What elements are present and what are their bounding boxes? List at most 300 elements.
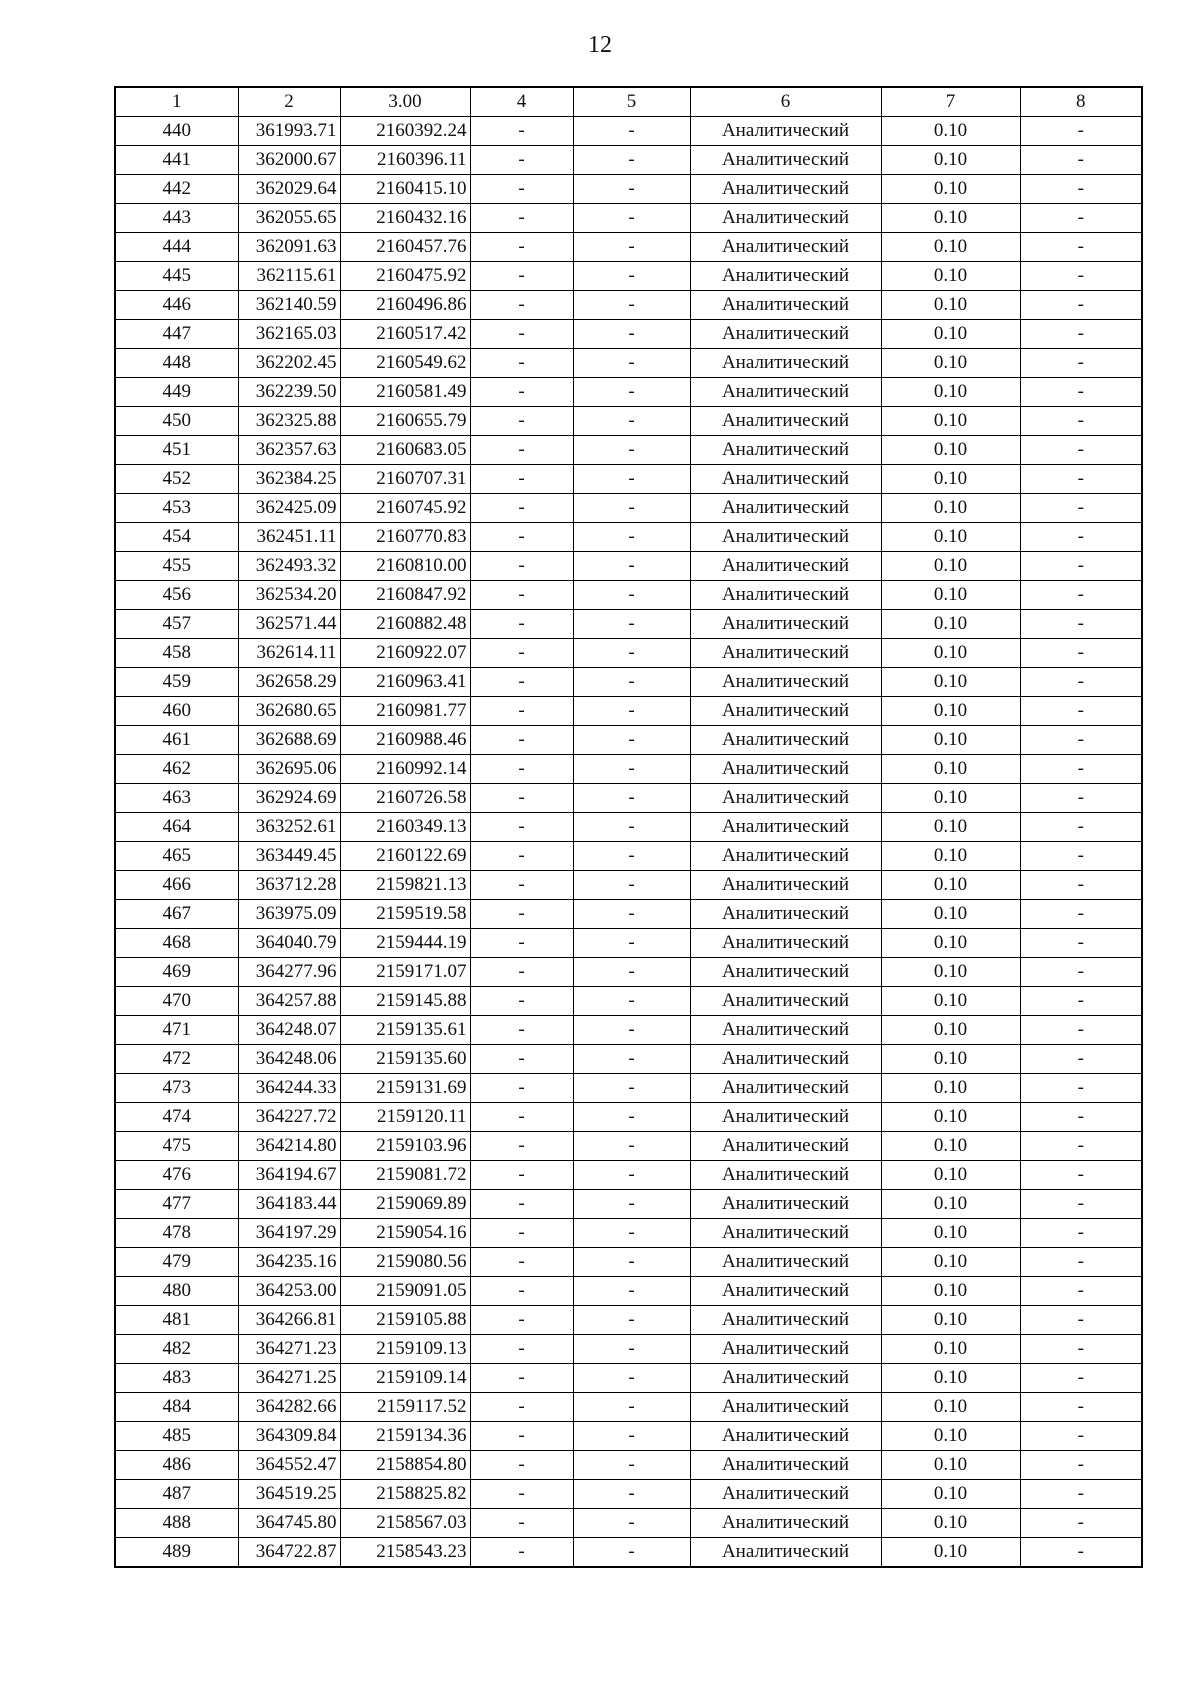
table-row (115, 1190, 1142, 1219)
cell-method: Аналитический (690, 1103, 881, 1132)
cell-col-4: - (470, 1277, 573, 1306)
cell-col-5: - (573, 1364, 690, 1393)
cell-x-coordinate: 361993.71 (238, 117, 340, 146)
cell-method: Аналитический (690, 1364, 881, 1393)
cell-col-4: - (470, 175, 573, 204)
cell-col-8: - (1020, 407, 1142, 436)
cell-y-coordinate: 2160457.76 (340, 233, 470, 262)
cell-col-8: - (1020, 1422, 1142, 1451)
cell-col-8: - (1020, 262, 1142, 291)
cell-col-5: - (573, 1306, 690, 1335)
cell-accuracy: 0.10 (881, 610, 1020, 639)
cell-col-4: - (470, 349, 573, 378)
cell-method: Аналитический (690, 900, 881, 929)
cell-col-5: - (573, 697, 690, 726)
cell-point-number: 442 (115, 175, 238, 204)
table-row (115, 1306, 1142, 1335)
cell-col-8: - (1020, 1132, 1142, 1161)
cell-y-coordinate: 2159135.61 (340, 1016, 470, 1045)
cell-point-number: 444 (115, 233, 238, 262)
cell-accuracy: 0.10 (881, 494, 1020, 523)
cell-y-coordinate: 2160963.41 (340, 668, 470, 697)
column-header-7: 7 (881, 87, 1020, 117)
cell-col-8: - (1020, 987, 1142, 1016)
cell-method: Аналитический (690, 755, 881, 784)
table-row (115, 1422, 1142, 1451)
cell-method: Аналитический (690, 378, 881, 407)
cell-point-number: 485 (115, 1422, 238, 1451)
cell-x-coordinate: 364282.66 (238, 1393, 340, 1422)
cell-col-4: - (470, 610, 573, 639)
cell-x-coordinate: 362695.06 (238, 755, 340, 784)
cell-method: Аналитический (690, 581, 881, 610)
cell-x-coordinate: 364248.07 (238, 1016, 340, 1045)
cell-method: Аналитический (690, 1132, 881, 1161)
cell-method: Аналитический (690, 494, 881, 523)
cell-method: Аналитический (690, 871, 881, 900)
cell-x-coordinate: 364309.84 (238, 1422, 340, 1451)
table-row (115, 175, 1142, 204)
cell-accuracy: 0.10 (881, 436, 1020, 465)
cell-col-5: - (573, 842, 690, 871)
cell-col-5: - (573, 407, 690, 436)
cell-y-coordinate: 2158854.80 (340, 1451, 470, 1480)
cell-col-4: - (470, 668, 573, 697)
cell-method: Аналитический (690, 233, 881, 262)
cell-col-8: - (1020, 610, 1142, 639)
cell-x-coordinate: 364248.06 (238, 1045, 340, 1074)
cell-y-coordinate: 2159080.56 (340, 1248, 470, 1277)
cell-accuracy: 0.10 (881, 1016, 1020, 1045)
cell-method: Аналитический (690, 1422, 881, 1451)
cell-col-5: - (573, 552, 690, 581)
cell-point-number: 441 (115, 146, 238, 175)
cell-point-number: 452 (115, 465, 238, 494)
cell-y-coordinate: 2160726.58 (340, 784, 470, 813)
cell-col-8: - (1020, 1074, 1142, 1103)
cell-col-5: - (573, 1451, 690, 1480)
cell-x-coordinate: 362451.11 (238, 523, 340, 552)
cell-col-8: - (1020, 523, 1142, 552)
cell-method: Аналитический (690, 1074, 881, 1103)
cell-x-coordinate: 362140.59 (238, 291, 340, 320)
cell-point-number: 462 (115, 755, 238, 784)
cell-col-4: - (470, 523, 573, 552)
table-row (115, 726, 1142, 755)
cell-col-8: - (1020, 1335, 1142, 1364)
cell-col-4: - (470, 1074, 573, 1103)
cell-accuracy: 0.10 (881, 233, 1020, 262)
cell-col-4: - (470, 726, 573, 755)
cell-col-5: - (573, 987, 690, 1016)
cell-y-coordinate: 2160683.05 (340, 436, 470, 465)
cell-method: Аналитический (690, 987, 881, 1016)
cell-accuracy: 0.10 (881, 349, 1020, 378)
table-row (115, 1451, 1142, 1480)
cell-col-4: - (470, 871, 573, 900)
cell-accuracy: 0.10 (881, 1538, 1020, 1568)
cell-point-number: 466 (115, 871, 238, 900)
cell-col-5: - (573, 581, 690, 610)
cell-col-4: - (470, 755, 573, 784)
cell-col-8: - (1020, 697, 1142, 726)
table-row (115, 900, 1142, 929)
table-row (115, 1277, 1142, 1306)
cell-accuracy: 0.10 (881, 755, 1020, 784)
cell-accuracy: 0.10 (881, 1480, 1020, 1509)
table-row (115, 958, 1142, 987)
cell-col-4: - (470, 1306, 573, 1335)
cell-col-8: - (1020, 755, 1142, 784)
cell-col-5: - (573, 204, 690, 233)
cell-y-coordinate: 2160392.24 (340, 117, 470, 146)
cell-col-4: - (470, 320, 573, 349)
cell-point-number: 459 (115, 668, 238, 697)
cell-x-coordinate: 362384.25 (238, 465, 340, 494)
table-row (115, 784, 1142, 813)
cell-point-number: 467 (115, 900, 238, 929)
column-header-4: 4 (470, 87, 573, 117)
cell-col-8: - (1020, 1364, 1142, 1393)
cell-method: Аналитический (690, 349, 881, 378)
cell-col-8: - (1020, 117, 1142, 146)
cell-method: Аналитический (690, 726, 881, 755)
cell-col-5: - (573, 958, 690, 987)
cell-col-5: - (573, 117, 690, 146)
cell-x-coordinate: 362357.63 (238, 436, 340, 465)
cell-col-5: - (573, 1190, 690, 1219)
cell-point-number: 448 (115, 349, 238, 378)
cell-x-coordinate: 362000.67 (238, 146, 340, 175)
column-header-2: 2 (238, 87, 340, 117)
cell-method: Аналитический (690, 1190, 881, 1219)
cell-x-coordinate: 364277.96 (238, 958, 340, 987)
table-body (115, 117, 1142, 1568)
column-header-6: 6 (690, 87, 881, 117)
cell-accuracy: 0.10 (881, 1132, 1020, 1161)
cell-col-8: - (1020, 639, 1142, 668)
cell-point-number: 469 (115, 958, 238, 987)
cell-method: Аналитический (690, 1016, 881, 1045)
cell-point-number: 473 (115, 1074, 238, 1103)
cell-point-number: 487 (115, 1480, 238, 1509)
cell-accuracy: 0.10 (881, 1045, 1020, 1074)
cell-x-coordinate: 364722.87 (238, 1538, 340, 1568)
table-row (115, 1509, 1142, 1538)
cell-col-4: - (470, 1422, 573, 1451)
cell-method: Аналитический (690, 668, 881, 697)
cell-col-4: - (470, 1480, 573, 1509)
cell-col-4: - (470, 842, 573, 871)
cell-accuracy: 0.10 (881, 1364, 1020, 1393)
column-header-1: 1 (115, 87, 238, 117)
cell-x-coordinate: 364244.33 (238, 1074, 340, 1103)
cell-accuracy: 0.10 (881, 1393, 1020, 1422)
cell-col-5: - (573, 726, 690, 755)
cell-col-8: - (1020, 958, 1142, 987)
cell-col-8: - (1020, 1161, 1142, 1190)
cell-y-coordinate: 2159117.52 (340, 1393, 470, 1422)
page-number: 12 (588, 32, 612, 58)
cell-x-coordinate: 362202.45 (238, 349, 340, 378)
cell-y-coordinate: 2159120.11 (340, 1103, 470, 1132)
cell-col-4: - (470, 407, 573, 436)
cell-point-number: 474 (115, 1103, 238, 1132)
cell-point-number: 440 (115, 117, 238, 146)
cell-col-4: - (470, 639, 573, 668)
cell-method: Аналитический (690, 320, 881, 349)
cell-col-8: - (1020, 784, 1142, 813)
cell-col-8: - (1020, 1016, 1142, 1045)
cell-col-4: - (470, 1509, 573, 1538)
cell-x-coordinate: 362029.64 (238, 175, 340, 204)
cell-method: Аналитический (690, 610, 881, 639)
cell-x-coordinate: 362688.69 (238, 726, 340, 755)
cell-method: Аналитический (690, 1451, 881, 1480)
cell-col-4: - (470, 465, 573, 494)
cell-accuracy: 0.10 (881, 987, 1020, 1016)
table-row (115, 320, 1142, 349)
cell-y-coordinate: 2160581.49 (340, 378, 470, 407)
cell-col-8: - (1020, 1306, 1142, 1335)
cell-accuracy: 0.10 (881, 1509, 1020, 1538)
cell-method: Аналитический (690, 697, 881, 726)
coordinates-table (114, 86, 1143, 1568)
cell-col-8: - (1020, 436, 1142, 465)
cell-col-8: - (1020, 1451, 1142, 1480)
cell-y-coordinate: 2159444.19 (340, 929, 470, 958)
table-row (115, 813, 1142, 842)
cell-point-number: 447 (115, 320, 238, 349)
cell-y-coordinate: 2159081.72 (340, 1161, 470, 1190)
cell-col-8: - (1020, 1219, 1142, 1248)
cell-col-8: - (1020, 900, 1142, 929)
cell-y-coordinate: 2160882.48 (340, 610, 470, 639)
cell-col-5: - (573, 639, 690, 668)
cell-col-4: - (470, 552, 573, 581)
cell-point-number: 450 (115, 407, 238, 436)
cell-col-5: - (573, 668, 690, 697)
cell-x-coordinate: 364214.80 (238, 1132, 340, 1161)
cell-x-coordinate: 364519.25 (238, 1480, 340, 1509)
cell-accuracy: 0.10 (881, 1219, 1020, 1248)
cell-method: Аналитический (690, 842, 881, 871)
cell-col-5: - (573, 523, 690, 552)
cell-y-coordinate: 2159091.05 (340, 1277, 470, 1306)
cell-y-coordinate: 2158567.03 (340, 1509, 470, 1538)
cell-col-5: - (573, 349, 690, 378)
cell-point-number: 470 (115, 987, 238, 1016)
cell-point-number: 481 (115, 1306, 238, 1335)
cell-point-number: 451 (115, 436, 238, 465)
column-header-8: 8 (1020, 87, 1142, 117)
cell-y-coordinate: 2160745.92 (340, 494, 470, 523)
cell-col-4: - (470, 1335, 573, 1364)
cell-accuracy: 0.10 (881, 291, 1020, 320)
cell-col-5: - (573, 175, 690, 204)
cell-y-coordinate: 2160122.69 (340, 842, 470, 871)
table-row (115, 1103, 1142, 1132)
cell-y-coordinate: 2160770.83 (340, 523, 470, 552)
cell-col-8: - (1020, 1538, 1142, 1568)
table-row (115, 1132, 1142, 1161)
cell-x-coordinate: 362115.61 (238, 262, 340, 291)
cell-y-coordinate: 2159821.13 (340, 871, 470, 900)
cell-accuracy: 0.10 (881, 1103, 1020, 1132)
cell-col-8: - (1020, 1509, 1142, 1538)
cell-accuracy: 0.10 (881, 697, 1020, 726)
cell-col-8: - (1020, 291, 1142, 320)
cell-method: Аналитический (690, 552, 881, 581)
cell-col-5: - (573, 233, 690, 262)
cell-col-8: - (1020, 668, 1142, 697)
cell-col-8: - (1020, 1103, 1142, 1132)
cell-accuracy: 0.10 (881, 1277, 1020, 1306)
cell-col-4: - (470, 378, 573, 407)
cell-col-5: - (573, 436, 690, 465)
cell-col-8: - (1020, 726, 1142, 755)
cell-method: Аналитический (690, 407, 881, 436)
cell-x-coordinate: 364271.23 (238, 1335, 340, 1364)
cell-col-5: - (573, 871, 690, 900)
table-row (115, 871, 1142, 900)
cell-x-coordinate: 364552.47 (238, 1451, 340, 1480)
cell-col-4: - (470, 233, 573, 262)
cell-method: Аналитический (690, 1306, 881, 1335)
cell-col-8: - (1020, 1248, 1142, 1277)
cell-accuracy: 0.10 (881, 958, 1020, 987)
cell-point-number: 477 (115, 1190, 238, 1219)
cell-col-5: - (573, 465, 690, 494)
cell-col-4: - (470, 1132, 573, 1161)
cell-x-coordinate: 364257.88 (238, 987, 340, 1016)
cell-col-4: - (470, 1248, 573, 1277)
cell-col-4: - (470, 117, 573, 146)
cell-point-number: 445 (115, 262, 238, 291)
cell-x-coordinate: 364183.44 (238, 1190, 340, 1219)
table-header-row (115, 87, 1142, 117)
cell-point-number: 453 (115, 494, 238, 523)
cell-col-5: - (573, 610, 690, 639)
cell-col-4: - (470, 697, 573, 726)
cell-col-5: - (573, 784, 690, 813)
table-row (115, 146, 1142, 175)
cell-method: Аналитический (690, 1045, 881, 1074)
cell-y-coordinate: 2159069.89 (340, 1190, 470, 1219)
cell-col-5: - (573, 146, 690, 175)
cell-y-coordinate: 2159103.96 (340, 1132, 470, 1161)
cell-y-coordinate: 2160655.79 (340, 407, 470, 436)
cell-y-coordinate: 2160988.46 (340, 726, 470, 755)
cell-col-5: - (573, 1422, 690, 1451)
table-row (115, 639, 1142, 668)
cell-accuracy: 0.10 (881, 639, 1020, 668)
cell-col-5: - (573, 291, 690, 320)
cell-y-coordinate: 2159109.13 (340, 1335, 470, 1364)
cell-point-number: 461 (115, 726, 238, 755)
cell-accuracy: 0.10 (881, 407, 1020, 436)
cell-x-coordinate: 362325.88 (238, 407, 340, 436)
cell-accuracy: 0.10 (881, 378, 1020, 407)
cell-col-8: - (1020, 378, 1142, 407)
cell-method: Аналитический (690, 784, 881, 813)
cell-x-coordinate: 364253.00 (238, 1277, 340, 1306)
table-row (115, 697, 1142, 726)
cell-method: Аналитический (690, 523, 881, 552)
cell-point-number: 483 (115, 1364, 238, 1393)
cell-accuracy: 0.10 (881, 842, 1020, 871)
cell-y-coordinate: 2160847.92 (340, 581, 470, 610)
cell-y-coordinate: 2159105.88 (340, 1306, 470, 1335)
cell-col-4: - (470, 1190, 573, 1219)
cell-col-5: - (573, 320, 690, 349)
cell-col-4: - (470, 146, 573, 175)
cell-accuracy: 0.10 (881, 552, 1020, 581)
cell-point-number: 446 (115, 291, 238, 320)
table-row (115, 755, 1142, 784)
cell-x-coordinate: 362055.65 (238, 204, 340, 233)
cell-col-5: - (573, 1480, 690, 1509)
table-row (115, 204, 1142, 233)
cell-col-5: - (573, 1277, 690, 1306)
cell-x-coordinate: 364235.16 (238, 1248, 340, 1277)
cell-col-4: - (470, 929, 573, 958)
table-row (115, 1335, 1142, 1364)
table-row (115, 1045, 1142, 1074)
cell-point-number: 479 (115, 1248, 238, 1277)
cell-accuracy: 0.10 (881, 581, 1020, 610)
cell-col-8: - (1020, 581, 1142, 610)
cell-point-number: 475 (115, 1132, 238, 1161)
cell-accuracy: 0.10 (881, 262, 1020, 291)
cell-accuracy: 0.10 (881, 204, 1020, 233)
cell-y-coordinate: 2160981.77 (340, 697, 470, 726)
cell-point-number: 488 (115, 1509, 238, 1538)
cell-method: Аналитический (690, 958, 881, 987)
cell-col-8: - (1020, 552, 1142, 581)
cell-point-number: 464 (115, 813, 238, 842)
cell-col-4: - (470, 784, 573, 813)
cell-col-4: - (470, 1364, 573, 1393)
cell-col-4: - (470, 262, 573, 291)
cell-accuracy: 0.10 (881, 871, 1020, 900)
cell-accuracy: 0.10 (881, 146, 1020, 175)
cell-col-8: - (1020, 1480, 1142, 1509)
cell-method: Аналитический (690, 204, 881, 233)
cell-y-coordinate: 2160810.00 (340, 552, 470, 581)
cell-col-4: - (470, 987, 573, 1016)
cell-col-4: - (470, 1219, 573, 1248)
cell-col-4: - (470, 900, 573, 929)
cell-col-4: - (470, 813, 573, 842)
cell-method: Аналитический (690, 1393, 881, 1422)
cell-col-5: - (573, 813, 690, 842)
cell-col-4: - (470, 494, 573, 523)
cell-accuracy: 0.10 (881, 1248, 1020, 1277)
cell-accuracy: 0.10 (881, 929, 1020, 958)
cell-x-coordinate: 362091.63 (238, 233, 340, 262)
table-row (115, 117, 1142, 146)
cell-x-coordinate: 362571.44 (238, 610, 340, 639)
cell-x-coordinate: 364194.67 (238, 1161, 340, 1190)
cell-col-8: - (1020, 349, 1142, 378)
cell-point-number: 478 (115, 1219, 238, 1248)
cell-col-4: - (470, 436, 573, 465)
cell-y-coordinate: 2160496.86 (340, 291, 470, 320)
cell-col-8: - (1020, 175, 1142, 204)
cell-method: Аналитический (690, 1335, 881, 1364)
cell-method: Аналитический (690, 436, 881, 465)
